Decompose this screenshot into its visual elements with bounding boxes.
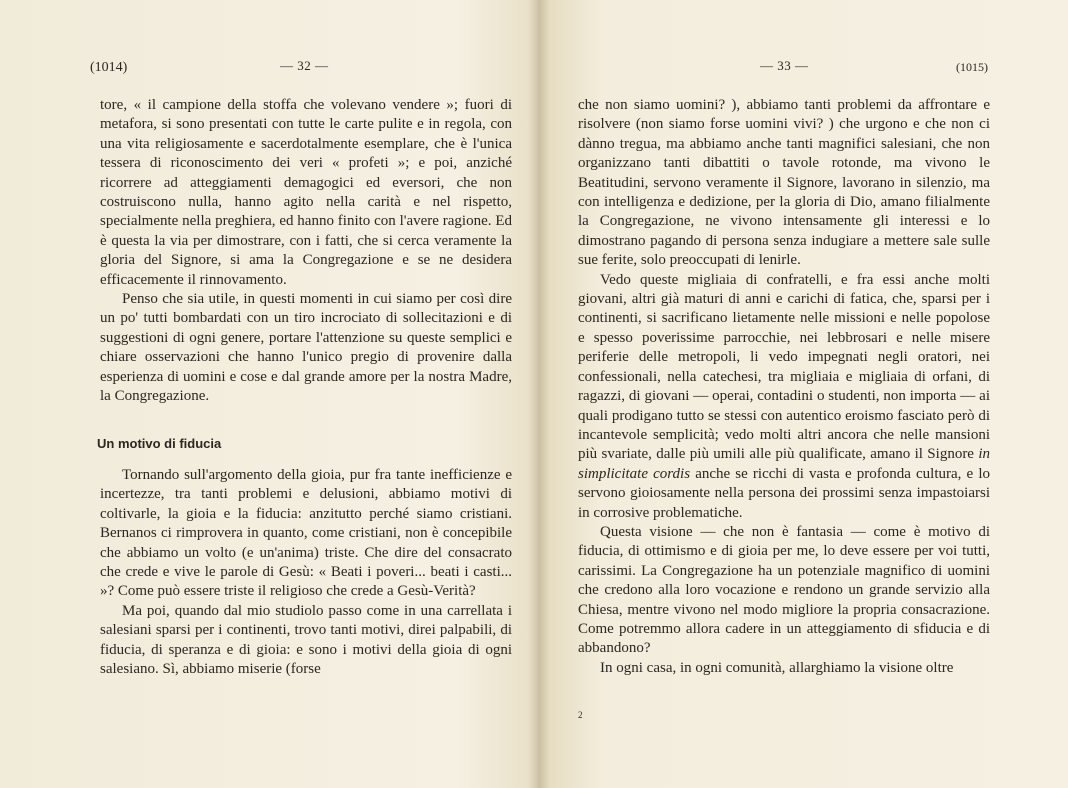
section-heading: Un motivo di fiducia bbox=[97, 436, 222, 451]
right-paragraph-4: In ogni casa, in ogni comunità, allarghiamo la visione oltre bbox=[600, 659, 954, 676]
right-paragraph-2-start: Vedo queste migliaia di confratelli, e fra essi anche molti giovani, altri già maturi di anni e carichi di fatica, che, sparsi per i continenti, si sacrificano lietamente nelle missioni e nelle popolose e spesso poverissime parrocchie, nei lebbrosari e nelle misere periferie delle metropoli, li vedo impegnati negli oratori, nei confessionali, nella catechesi, tra migliaia e migliaia di orfani, di ragazzi, di giovani — operai, contadini o studenti, non importa — ai quali prodigano tutto se stessi con autentico eroismo fasciato però di incantevole semplicità; vedo molti altri ancora che nelle mansioni più svariate, dalle più umili alle più qualificate, amano il Signore bbox=[578, 271, 990, 463]
right-page bbox=[538, 0, 1068, 788]
right-text-block bbox=[578, 96, 990, 678]
right-paragraph-2-end: anche se ricchi di vasta e profonda cultura, e lo servono gioiosamente nella persona dei prossimi senza impastoiarsi in corrosive problematiche. bbox=[578, 465, 990, 521]
left-text-block-1 bbox=[100, 96, 512, 407]
left-running-head: — 32 — bbox=[280, 58, 329, 73]
right-paragraph-2 bbox=[578, 271, 990, 523]
right-running-head: — 33 — bbox=[760, 58, 809, 73]
left-text-block-2 bbox=[100, 466, 512, 679]
left-paragraph-1: tore, « il campione della stoffa che volevano vendere »; fuori di metafora, si sono presentati con tutte le carte pulite e in regola, con una vita religiosamente e sacerdotalmente esemplare, che è l'unica tessera di riconoscimento dei veri « profeti »; e poi, anziché ricorrere ad atteggiamenti demagogici ed eversori, che non costruiscono nulla, hanno agito nella carità e nel rispetto, specialmente nella preghiera, ed hanno finito con l'avere ragione. Ed è questa la via per dimostrare, con i fatti, che si cerca veramente la gloria del Signore, si ama la Congregazione e se ne desidera efficacemente il rinnovamento. bbox=[100, 97, 512, 288]
right-paragraph-3: Questa visione — che non è fantasia — come è motivo di fiducia, di ottimismo e di gioia per me, lo deve essere per voi tutti, carissimi. La Congregazione ha un potenziale magnifico di uomini che credono alla loro vocazione e rendono un grande servizio alla Chiesa, mentre vivono nel modo migliore la propria consacrazione. Come potremmo allora cadere in un atteggiamento di sfiducia e di abbandono? bbox=[578, 523, 990, 657]
left-paragraph-3: Tornando sull'argomento della gioia, pur fra tante inefficienze e incertezze, tra tanti problemi e delusioni, abbiamo motivi di coltivarle, la gioia e la fiducia: anzitutto perché siamo cristiani. Bernanos ci rimprovera in quanto, come cristiani, non è concepibile che abbiamo un volto (e un'anima) triste. Che dire del consacrato che crede e vive le parole di Gesù: « Beati i poveri... beati i casti... »? Come può essere triste il religioso che crede a Gesù-Verità? bbox=[100, 467, 512, 600]
book-gutter bbox=[528, 0, 550, 788]
right-paragraph-1: che non siamo uomini? ), abbiamo tanti problemi da affrontare e risolvere (non siamo forse uomini vivi? ) che urgono e che non ci dànno tregua, ma abbiamo anche tanti magnifici salesiani, che non organizzano tanti dibattiti o tavole rotonde, ma vivono le Beatitudini, servono veramente il Signore, lavorano in silenzio, ma con intelligenza e dedizione, per la gloria di Dio, amano filialmente la Congregazione, ne vivono intensamente gli interessi e lo dimostrano pagando di persona senza indugiare a mettere sale sulle sue ferite, solo preoccupati di lenirle. bbox=[578, 97, 990, 269]
left-paragraph-2: Penso che sia utile, in questi momenti in cui siamo per così dire un po' tutti bombardati con un tiro incrociato di sollecitazioni e di suggestioni di ogni genere, portare l'attenzione su queste semplici e chiare osservazioni che hanno l'unico pregio di provenire dalla esperienza di uomini e cose e dal grande amore per la nostra Madre, la Congregazione. bbox=[100, 291, 512, 405]
right-paragraph-2-latin: in simplicitate cordis bbox=[578, 446, 990, 482]
signature-mark: 2 bbox=[578, 710, 583, 720]
right-folio: (1015) bbox=[956, 60, 988, 74]
left-folio: (1014) bbox=[90, 60, 128, 75]
left-paragraph-4: Ma poi, quando dal mio studiolo passo come in una carrellata i salesiani sparsi per i continenti, trovo tanti motivi, direi palpabili, di fiducia, di speranza e di gioia: e sono i motivi della gioia di ogni salesiano. Sì, abbiamo miserie (forse bbox=[100, 602, 512, 678]
